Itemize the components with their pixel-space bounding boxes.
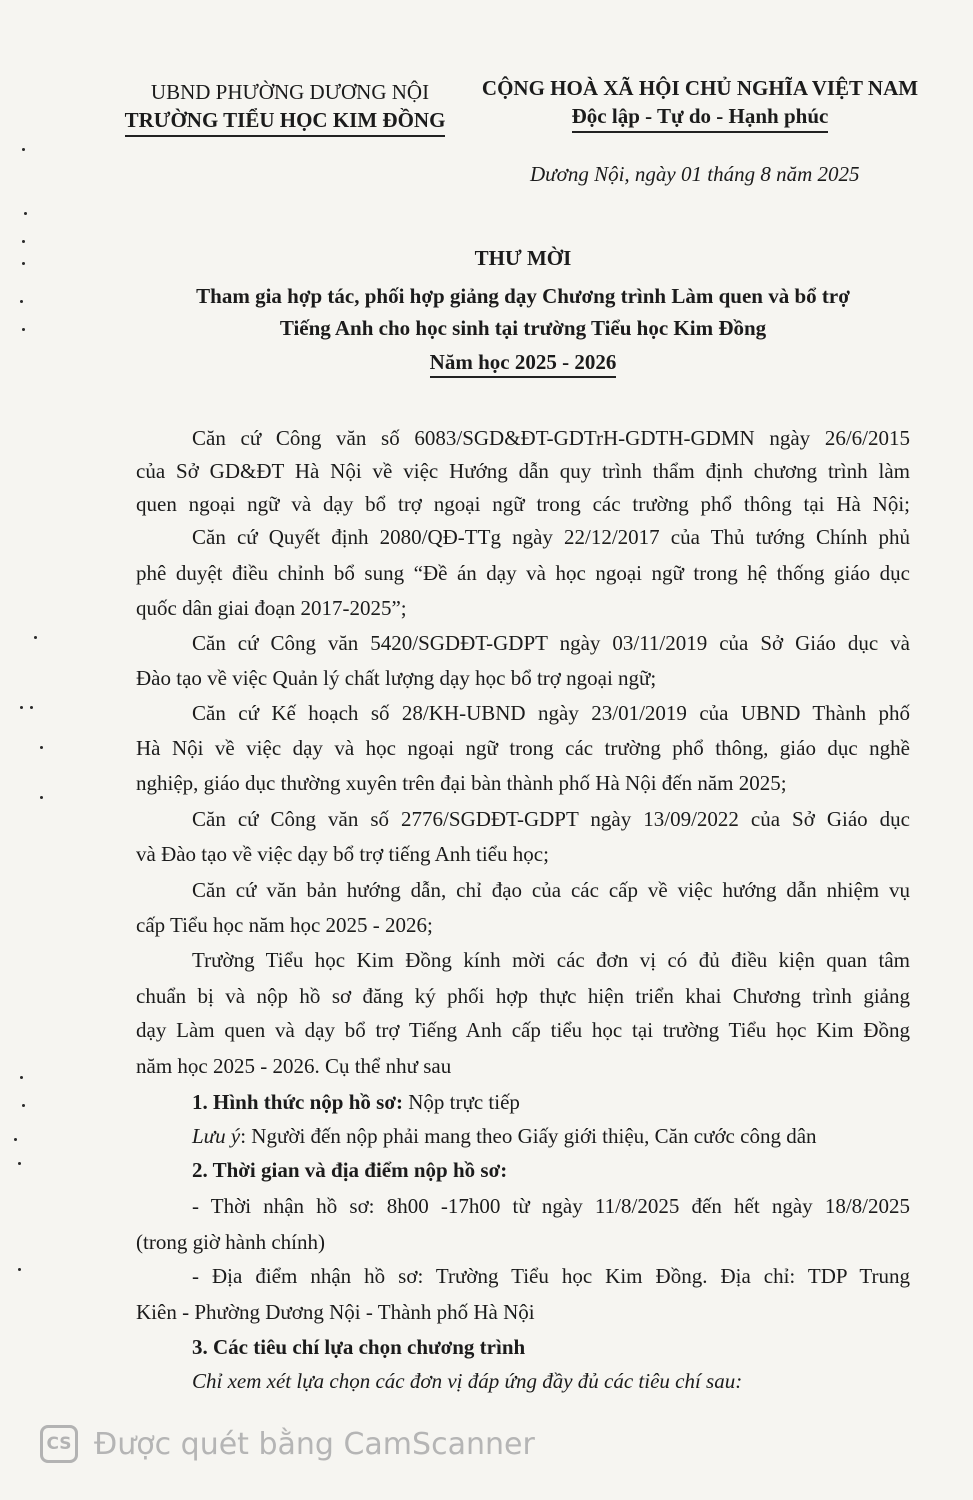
body-line: quen ngoại ngữ và dạy bổ trợ ngoại ngữ trong các trường phổ thông tại Hà Nội; [136,492,910,516]
scan-speck [30,706,33,709]
body-line: Trường Tiểu học Kim Đồng kính mời các đơn vị có đủ điều kiện quan tâm [192,948,910,972]
scan-speck [34,636,37,639]
body-line: của Sở GD&ĐT Hà Nội về việc Hướng dẫn quy trình thẩm định chương trình làm [136,459,910,483]
section-2-heading: 2. Thời gian và địa điểm nộp hồ sơ: [192,1158,508,1182]
note-text: : Người đến nộp phải mang theo Giấy giới thiệu, Căn cước công dân [240,1124,817,1148]
body-line: năm học 2025 - 2026. Cụ thể như sau [136,1054,452,1078]
body-line: phê duyệt điều chỉnh bổ sung “Đề án dạy và học ngoại ngữ trong hệ thống giáo dục [136,561,910,585]
doc-title: THƯ MỜI [474,246,572,270]
body-line: Căn cứ Công văn số 6083/SGD&ĐT-GDTrH-GDTH-GDMN ngày 26/6/2015 [192,426,910,450]
scan-speck [40,746,43,749]
org-line-1: UBND PHƯỜNG DƯƠNG NỘI [150,80,430,104]
school-year [136,350,910,375]
section-1 [192,1088,910,1116]
body-line: (trong giờ hành chính) [136,1230,325,1254]
date-line: Dương Nội, ngày 01 tháng 8 năm 2025 [530,162,860,186]
scan-speck [22,328,25,331]
doc-subtitle-1: Tham gia hợp tác, phối hợp giảng dạy Chương trình Làm quen và bổ trợ [196,284,850,308]
nation-line-2 [470,104,930,129]
scan-speck [40,796,43,799]
body-line: Hà Nội về việc dạy và học ngoại ngữ trong các trường phổ thông, giáo dục nghề [136,736,910,760]
scan-speck [20,706,23,709]
body-line: Căn cứ Công văn 5420/SGDĐT-GDPT ngày 03/11/2019 của Sở Giáo dục và [192,631,910,655]
school-year-text: Năm học 2025 - 2026 [430,350,617,378]
scan-speck [20,300,23,303]
camscanner-watermark [40,1424,535,1464]
section-3-note: Chỉ xem xét lựa chọn các đơn vị đáp ứng đầy đủ các tiêu chí sau: [192,1369,743,1393]
body-line: Kiên - Phường Dương Nội - Thành phố Hà Nội [136,1300,535,1324]
motto: Độc lập - Tự do - Hạnh phúc [572,104,829,133]
body-line: - Thời nhận hồ sơ: 8h00 -17h00 từ ngày 11/8/2025 đến hết ngày 18/8/2025 [192,1194,910,1218]
scan-speck [22,262,25,265]
nation-line-1: CỘNG HOÀ XÃ HỘI CHỦ NGHĨA VIỆT NAM [481,76,919,100]
watermark-text: Được quét bằng CamScanner [94,1426,535,1462]
scan-speck [20,1076,23,1079]
scan-speck [22,148,25,151]
school-name: TRƯỜNG TIỂU HỌC KIM ĐỒNG [125,108,446,137]
note-label: Lưu ý [192,1124,241,1148]
body-line: Căn cứ văn bản hướng dẫn, chỉ đạo của các cấp về việc hướng dẫn nhiệm vụ [192,878,910,902]
body-line: Căn cứ Quyết định 2080/QĐ-TTg ngày 22/12/2017 của Thủ tướng Chính phủ [192,525,910,549]
scan-speck [18,1162,21,1165]
scan-speck [22,240,25,243]
body-line: nghiệp, giáo dục thường xuyên trên đại bàn thành phố Hà Nội đến năm 2025; [136,771,787,795]
section-3-heading: 3. Các tiêu chí lựa chọn chương trình [192,1335,526,1359]
body-line: - Địa điểm nhận hồ sơ: Trường Tiểu học Kim Đồng. Địa chỉ: TDP Trung [192,1264,910,1288]
scan-speck [18,1268,21,1271]
section-1-heading: 1. Hình thức nộp hồ sơ: [192,1090,403,1114]
body-line: Căn cứ Kế hoạch số 28/KH-UBND ngày 23/01/2019 của UBND Thành phố [192,701,910,725]
body-line: và Đào tạo về việc dạy bổ trợ tiếng Anh tiểu học; [136,842,549,866]
body-line: Căn cứ Công văn số 2776/SGDĐT-GDPT ngày 13/09/2022 của Sở Giáo dục [192,807,910,831]
body-line: quốc dân giai đoạn 2017-2025”; [136,596,407,620]
body-line: Đào tạo về việc Quản lý chất lượng dạy học bổ trợ ngoại ngữ; [136,666,657,690]
body-line: dạy Làm quen và dạy bổ trợ Tiếng Anh cấp tiểu học tại trường Tiểu học Kim Đồng [136,1018,910,1042]
body-line: chuẩn bị và nộp hồ sơ đăng ký phối hợp thực hiện triển khai Chương trình giảng [136,984,910,1008]
camscanner-logo-icon: CS [40,1425,78,1463]
body-line: cấp Tiểu học năm học 2025 - 2026; [136,913,433,937]
note-line [192,1122,910,1150]
scan-speck [24,212,27,215]
section-1-value: Nộp trực tiếp [402,1090,520,1114]
scan-speck [22,1104,25,1107]
scan-speck [14,1138,17,1141]
org-line-2 [100,108,470,133]
doc-subtitle-2: Tiếng Anh cho học sinh tại trường Tiểu học Kim Đồng [279,316,767,340]
